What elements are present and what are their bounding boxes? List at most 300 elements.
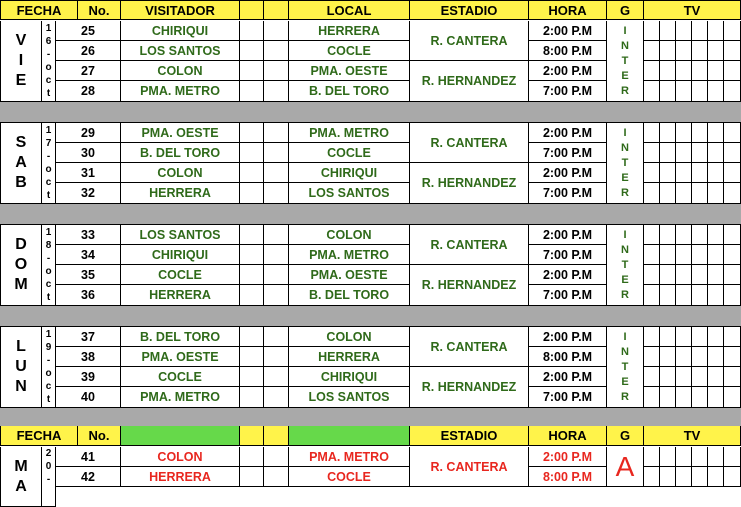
blank-cell (240, 285, 264, 306)
blank-cell (240, 327, 264, 347)
game-number: 27 (56, 61, 121, 81)
tv-cell (644, 367, 660, 387)
tv-cell (692, 81, 708, 102)
group-letter: E (621, 171, 629, 184)
date-char: o (45, 163, 52, 175)
local-team: CHIRIQUI (289, 367, 410, 387)
tv-cell (676, 81, 692, 102)
tv-cell (724, 447, 741, 467)
stadium: R. HERNANDEZ (410, 61, 529, 102)
visitor-team: COCLE (121, 367, 240, 387)
tv-cell (708, 81, 724, 102)
tv-cell (724, 387, 741, 408)
tv-cell (724, 61, 741, 81)
header2-no: No. (78, 426, 121, 446)
blank-cell (240, 143, 264, 163)
game-number: 37 (56, 327, 121, 347)
tv-cell (644, 163, 660, 183)
header2-local-fill (289, 426, 410, 446)
tv-cell (660, 327, 676, 347)
blank-cell (240, 347, 264, 367)
date-label (42, 123, 56, 204)
visitor-team: B. DEL TORO (121, 143, 240, 163)
date-char: t (46, 87, 51, 99)
day-letter: E (15, 72, 27, 89)
tv-cell (660, 61, 676, 81)
header-g: G (607, 0, 644, 20)
tv-cell (676, 387, 692, 408)
tv-cell (708, 467, 724, 487)
stadium: R. HERNANDEZ (410, 367, 529, 408)
game-number: 31 (56, 163, 121, 183)
day-letter: M (14, 458, 28, 475)
tv-cell (724, 41, 741, 61)
tv-cell (676, 327, 692, 347)
local-team: COLON (289, 225, 410, 245)
tv-cell (644, 285, 660, 306)
game-time: 2:00 P.M (529, 123, 607, 143)
tv-cell (644, 265, 660, 285)
date-char: 7 (45, 137, 52, 149)
tv-cell (644, 327, 660, 347)
day-separator (0, 306, 741, 327)
blank-cell (240, 447, 264, 467)
game-number: 35 (56, 265, 121, 285)
tv-cell (660, 387, 676, 408)
day-letter: A (15, 478, 27, 495)
tv-cell (708, 225, 724, 245)
tv-cell (692, 285, 708, 306)
tv-cell (676, 143, 692, 163)
tv-cell (660, 183, 676, 204)
tv-cell (708, 183, 724, 204)
visitor-team: CHIRIQUI (121, 245, 240, 265)
tv-cell (708, 163, 724, 183)
game-time: 8:00 P.M (529, 347, 607, 367)
day-separator (0, 204, 741, 225)
local-team: COCLE (289, 467, 410, 487)
game-time: 2:00 P.M (529, 447, 607, 467)
stadium: R. CANTERA (410, 21, 529, 61)
tv-cell (644, 123, 660, 143)
visitor-team: PMA. METRO (121, 387, 240, 408)
game-number: 36 (56, 285, 121, 306)
header2-fecha: FECHA (0, 426, 78, 446)
day-label (0, 225, 42, 306)
blank-cell (264, 265, 289, 285)
blank-cell (264, 467, 289, 487)
blank-cell (264, 285, 289, 306)
tv-cell (724, 183, 741, 204)
group-letter: T (621, 258, 629, 271)
blank-cell (264, 163, 289, 183)
tv-cell (708, 387, 724, 408)
blank-cell (264, 41, 289, 61)
day-letter: I (18, 52, 24, 69)
date-char: 8 (45, 239, 52, 251)
header2-blank-1 (240, 426, 264, 446)
tv-cell (724, 367, 741, 387)
group-letter: I (623, 330, 627, 343)
date-char: t (46, 393, 51, 405)
tv-cell (660, 447, 676, 467)
day-letter: V (15, 32, 27, 49)
local-team: LOS SANTOS (289, 183, 410, 204)
group-letter: T (621, 156, 629, 169)
tv-cell (676, 41, 692, 61)
blank-cell (264, 143, 289, 163)
blank-cell (240, 387, 264, 408)
local-team: LOS SANTOS (289, 387, 410, 408)
tv-cell (708, 21, 724, 41)
tv-cell (692, 21, 708, 41)
tv-cell (708, 285, 724, 306)
date-char: c (45, 380, 52, 392)
visitor-team: LOS SANTOS (121, 41, 240, 61)
group-letter: T (621, 360, 629, 373)
tv-cell (724, 327, 741, 347)
blank-cell (264, 327, 289, 347)
tv-cell (724, 245, 741, 265)
date-char: 1 (45, 328, 52, 340)
game-time: 7:00 P.M (529, 245, 607, 265)
tv-cell (676, 21, 692, 41)
header-blank-2 (264, 0, 289, 20)
game-number: 28 (56, 81, 121, 102)
group-label (607, 123, 644, 204)
game-number: 38 (56, 347, 121, 367)
blank-cell (264, 21, 289, 41)
group-letter: I (623, 24, 627, 37)
blank-cell (240, 123, 264, 143)
day-letter: M (14, 276, 28, 293)
tv-cell (676, 163, 692, 183)
tv-cell (660, 143, 676, 163)
blank-cell (264, 245, 289, 265)
tv-cell (660, 245, 676, 265)
day-label (0, 327, 42, 408)
tv-cell (644, 41, 660, 61)
tv-cell (692, 41, 708, 61)
game-number: 33 (56, 225, 121, 245)
tv-cell (660, 41, 676, 61)
tv-cell (644, 225, 660, 245)
date-char: 9 (45, 341, 52, 353)
date-char: c (45, 74, 52, 86)
tv-cell (692, 245, 708, 265)
tv-cell (660, 81, 676, 102)
date-char: t (46, 189, 51, 201)
day-letter: D (15, 236, 27, 253)
blank-cell (264, 123, 289, 143)
visitor-team: HERRERA (121, 183, 240, 204)
tv-cell (660, 123, 676, 143)
group-label (607, 327, 644, 408)
date-char: - (46, 252, 51, 264)
tv-cell (644, 61, 660, 81)
group-letter: E (621, 69, 629, 82)
date-char: o (45, 61, 52, 73)
game-time: 2:00 P.M (529, 225, 607, 245)
tv-cell (660, 21, 676, 41)
tv-cell (644, 245, 660, 265)
blank-cell (240, 81, 264, 102)
day-letter: S (15, 134, 27, 151)
date-char: 1 (45, 124, 52, 136)
stadium: R. CANTERA (410, 447, 529, 487)
date-char: - (46, 150, 51, 162)
header2-estadio: ESTADIO (410, 426, 529, 446)
stadium: R. CANTERA (410, 327, 529, 367)
group-letter: E (621, 273, 629, 286)
game-time: 2:00 P.M (529, 265, 607, 285)
game-number: 26 (56, 41, 121, 61)
visitor-team: B. DEL TORO (121, 327, 240, 347)
blank-cell (240, 163, 264, 183)
date-label (42, 21, 56, 102)
tv-cell (708, 265, 724, 285)
day-letter: U (15, 358, 27, 375)
visitor-team: PMA. OESTE (121, 123, 240, 143)
header-estadio: ESTADIO (410, 0, 529, 20)
game-time: 2:00 P.M (529, 327, 607, 347)
tv-cell (724, 143, 741, 163)
visitor-team: COLON (121, 163, 240, 183)
local-team: B. DEL TORO (289, 81, 410, 102)
tv-cell (676, 285, 692, 306)
day-letter: B (15, 174, 27, 191)
tv-cell (724, 21, 741, 41)
tv-cell (676, 123, 692, 143)
group-label (607, 21, 644, 102)
blank-cell (240, 367, 264, 387)
tv-cell (644, 21, 660, 41)
date-char: c (45, 278, 52, 290)
group-letter: A (607, 447, 644, 487)
tv-cell (724, 285, 741, 306)
game-time: 2:00 P.M (529, 21, 607, 41)
tv-cell (692, 163, 708, 183)
blank-cell (240, 41, 264, 61)
day-separator (0, 102, 741, 123)
header2-blank-2 (264, 426, 289, 446)
day-letter: L (16, 338, 26, 355)
visitor-team: HERRERA (121, 285, 240, 306)
game-time: 7:00 P.M (529, 285, 607, 306)
tv-cell (660, 265, 676, 285)
blank-cell (264, 61, 289, 81)
group-letter: I (623, 126, 627, 139)
game-number: 42 (56, 467, 121, 487)
game-time: 2:00 P.M (529, 61, 607, 81)
tv-cell (692, 467, 708, 487)
tv-cell (676, 265, 692, 285)
group-letter: R (621, 186, 629, 199)
date-label (42, 327, 56, 408)
blank-cell (240, 21, 264, 41)
date-char: t (46, 291, 51, 303)
game-number: 40 (56, 387, 121, 408)
header-no: No. (78, 0, 121, 20)
local-team: COLON (289, 327, 410, 347)
local-team: PMA. METRO (289, 245, 410, 265)
tv-cell (676, 225, 692, 245)
game-time: 7:00 P.M (529, 183, 607, 204)
date-char: 0 (45, 461, 52, 472)
blank-cell (264, 367, 289, 387)
blank-cell (240, 61, 264, 81)
stadium: R. HERNANDEZ (410, 163, 529, 204)
header-visitador: VISITADOR (121, 0, 240, 20)
header-blank-1 (240, 0, 264, 20)
tv-cell (660, 163, 676, 183)
group-label (607, 225, 644, 306)
day-label (0, 447, 42, 507)
tv-cell (692, 265, 708, 285)
tv-cell (724, 123, 741, 143)
header2-g: G (607, 426, 644, 446)
tv-cell (676, 347, 692, 367)
local-team: HERRERA (289, 347, 410, 367)
tv-cell (676, 183, 692, 204)
tv-cell (692, 123, 708, 143)
stadium: R. CANTERA (410, 225, 529, 265)
date-char: 1 (45, 226, 52, 238)
tv-cell (692, 183, 708, 204)
local-team: B. DEL TORO (289, 285, 410, 306)
tv-cell (708, 61, 724, 81)
date-label (42, 225, 56, 306)
tv-cell (692, 327, 708, 347)
group-letter: N (621, 39, 629, 52)
day-letter: A (15, 154, 27, 171)
visitor-team: LOS SANTOS (121, 225, 240, 245)
tv-cell (692, 347, 708, 367)
tv-cell (724, 225, 741, 245)
local-team: PMA. OESTE (289, 265, 410, 285)
tv-cell (692, 447, 708, 467)
group-letter: I (623, 228, 627, 241)
tv-cell (724, 81, 741, 102)
stadium: R. HERNANDEZ (410, 265, 529, 306)
date-char: - (46, 474, 51, 485)
local-team: PMA. METRO (289, 123, 410, 143)
date-char: 2 (45, 448, 52, 459)
tv-cell (724, 265, 741, 285)
local-team: COCLE (289, 143, 410, 163)
tv-cell (644, 81, 660, 102)
day-label (0, 123, 42, 204)
tv-cell (676, 367, 692, 387)
day-label (0, 21, 42, 102)
tv-cell (724, 467, 741, 487)
game-time: 8:00 P.M (529, 41, 607, 61)
blank-cell (264, 447, 289, 467)
game-time: 8:00 P.M (529, 467, 607, 487)
game-time: 7:00 P.M (529, 143, 607, 163)
tv-cell (708, 245, 724, 265)
header-tv: TV (644, 0, 741, 20)
header-fecha: FECHA (0, 0, 78, 20)
tv-cell (644, 347, 660, 367)
tv-cell (692, 367, 708, 387)
date-char: 1 (45, 22, 52, 34)
date-char: c (45, 176, 52, 188)
visitor-team: COLON (121, 61, 240, 81)
local-team: PMA. METRO (289, 447, 410, 467)
visitor-team: CHIRIQUI (121, 21, 240, 41)
day-letter: O (14, 256, 28, 273)
local-team: COCLE (289, 41, 410, 61)
header2-visitor-fill (121, 426, 240, 446)
tv-cell (708, 41, 724, 61)
visitor-team: COLON (121, 447, 240, 467)
stadium: R. CANTERA (410, 123, 529, 163)
header2-hora: HORA (529, 426, 607, 446)
tv-cell (676, 245, 692, 265)
group-letter: R (621, 84, 629, 97)
group-letter: N (621, 141, 629, 154)
blank-cell (240, 245, 264, 265)
tv-cell (660, 367, 676, 387)
blank-cell (264, 347, 289, 367)
tv-cell (692, 225, 708, 245)
tv-cell (676, 447, 692, 467)
date-char: - (46, 354, 51, 366)
header-hora: HORA (529, 0, 607, 20)
local-team: HERRERA (289, 21, 410, 41)
visitor-team: PMA. OESTE (121, 347, 240, 367)
tv-cell (724, 347, 741, 367)
game-number: 29 (56, 123, 121, 143)
tv-cell (644, 183, 660, 204)
visitor-team: PMA. METRO (121, 81, 240, 102)
group-letter: T (621, 54, 629, 67)
date-char: 6 (45, 35, 52, 47)
game-time: 7:00 P.M (529, 387, 607, 408)
tv-cell (708, 447, 724, 467)
group-letter: N (621, 345, 629, 358)
day-letter: N (15, 378, 27, 395)
tv-cell (692, 143, 708, 163)
blank-cell (264, 225, 289, 245)
tv-cell (692, 387, 708, 408)
blank-cell (240, 183, 264, 204)
tv-cell (708, 347, 724, 367)
group-letter: R (621, 390, 629, 403)
blank-cell (240, 467, 264, 487)
group-letter: R (621, 288, 629, 301)
blank-cell (264, 183, 289, 204)
header-local: LOCAL (289, 0, 410, 20)
game-time: 2:00 P.M (529, 163, 607, 183)
tv-cell (708, 143, 724, 163)
blank-cell (264, 81, 289, 102)
tv-cell (708, 327, 724, 347)
game-number: 25 (56, 21, 121, 41)
group-letter: N (621, 243, 629, 256)
game-number: 39 (56, 367, 121, 387)
date-char: o (45, 265, 52, 277)
tv-cell (660, 467, 676, 487)
tv-cell (724, 163, 741, 183)
local-team: CHIRIQUI (289, 163, 410, 183)
blank-cell (240, 265, 264, 285)
visitor-team: HERRERA (121, 467, 240, 487)
date-char: o (45, 367, 52, 379)
game-number: 41 (56, 447, 121, 467)
local-team: PMA. OESTE (289, 61, 410, 81)
